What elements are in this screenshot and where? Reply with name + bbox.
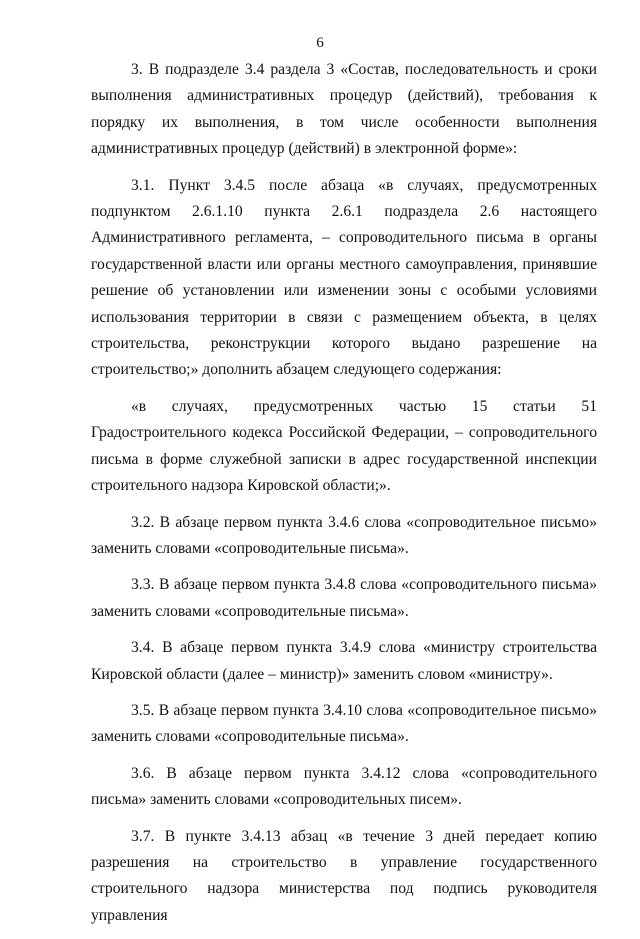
paragraph-3-1-insert: «в случаях, предусмотренных частью 15 статьи 51 Градостроительного кодекса Российской Федерации, – сопроводительного письма в форме служебной записки в адрес государственной инспекции строительного надзора Кировской области;». (91, 397, 597, 495)
paragraph-3-1: 3.1. Пункт 3.4.5 после абзаца «в случаях, предусмотренных подпунктом 2.6.1.10 пункта 2.6.1 подраздела 2.6 настоящего Административного регламента, – сопроводительного письма в органы государственной власти или органы местного самоуправления, принявшие решение об установлении или изменении зоны с особыми условиями использования территории в связи с размещением объекта, в целях строительства, реконструкции которого выдано разрешение на строительство;» дополнить абзацем следующего содержания: (91, 176, 597, 379)
document-body (91, 57, 597, 939)
page-number: 6 (316, 35, 324, 51)
paragraph-3-6: 3.6. В абзаце первом пункта 3.4.12 слова «сопроводительного письма» заменить словами «сопроводительных писем». (91, 764, 597, 809)
paragraph-section-3: 3. В подразделе 3.4 раздела 3 «Состав, последовательность и сроки выполнения административных процедур (действий), требования к порядку их выполнения, в том числе особенности выполнения административных процедур (действий) в электронной форме»: (91, 61, 597, 158)
paragraph-3-5: 3.5. В абзаце первом пункта 3.4.10 слова «сопроводительное письмо» заменить словами «сопроводительные письма». (91, 701, 597, 746)
paragraph-3-2: 3.2. В абзаце первом пункта 3.4.6 слова «сопроводительное письмо» заменить словами «сопроводительные письма». (91, 513, 597, 557)
paragraph-3-4: 3.4. В абзаце первом пункта 3.4.9 слова «министру строительства Кировской области (далее – министр)» заменить словом «министру». (91, 639, 597, 683)
paragraph-3-7: 3.7. В пункте 3.4.13 абзац «в течение 3 дней передает копию разрешения на строительство в управление государственного строительного надзора министерства под подпись руководителя управления (91, 827, 597, 924)
paragraph-3-3: 3.3. В абзаце первом пункта 3.4.8 слова «сопроводительного письма» заменить словами «сопроводительные письма». (91, 576, 597, 620)
